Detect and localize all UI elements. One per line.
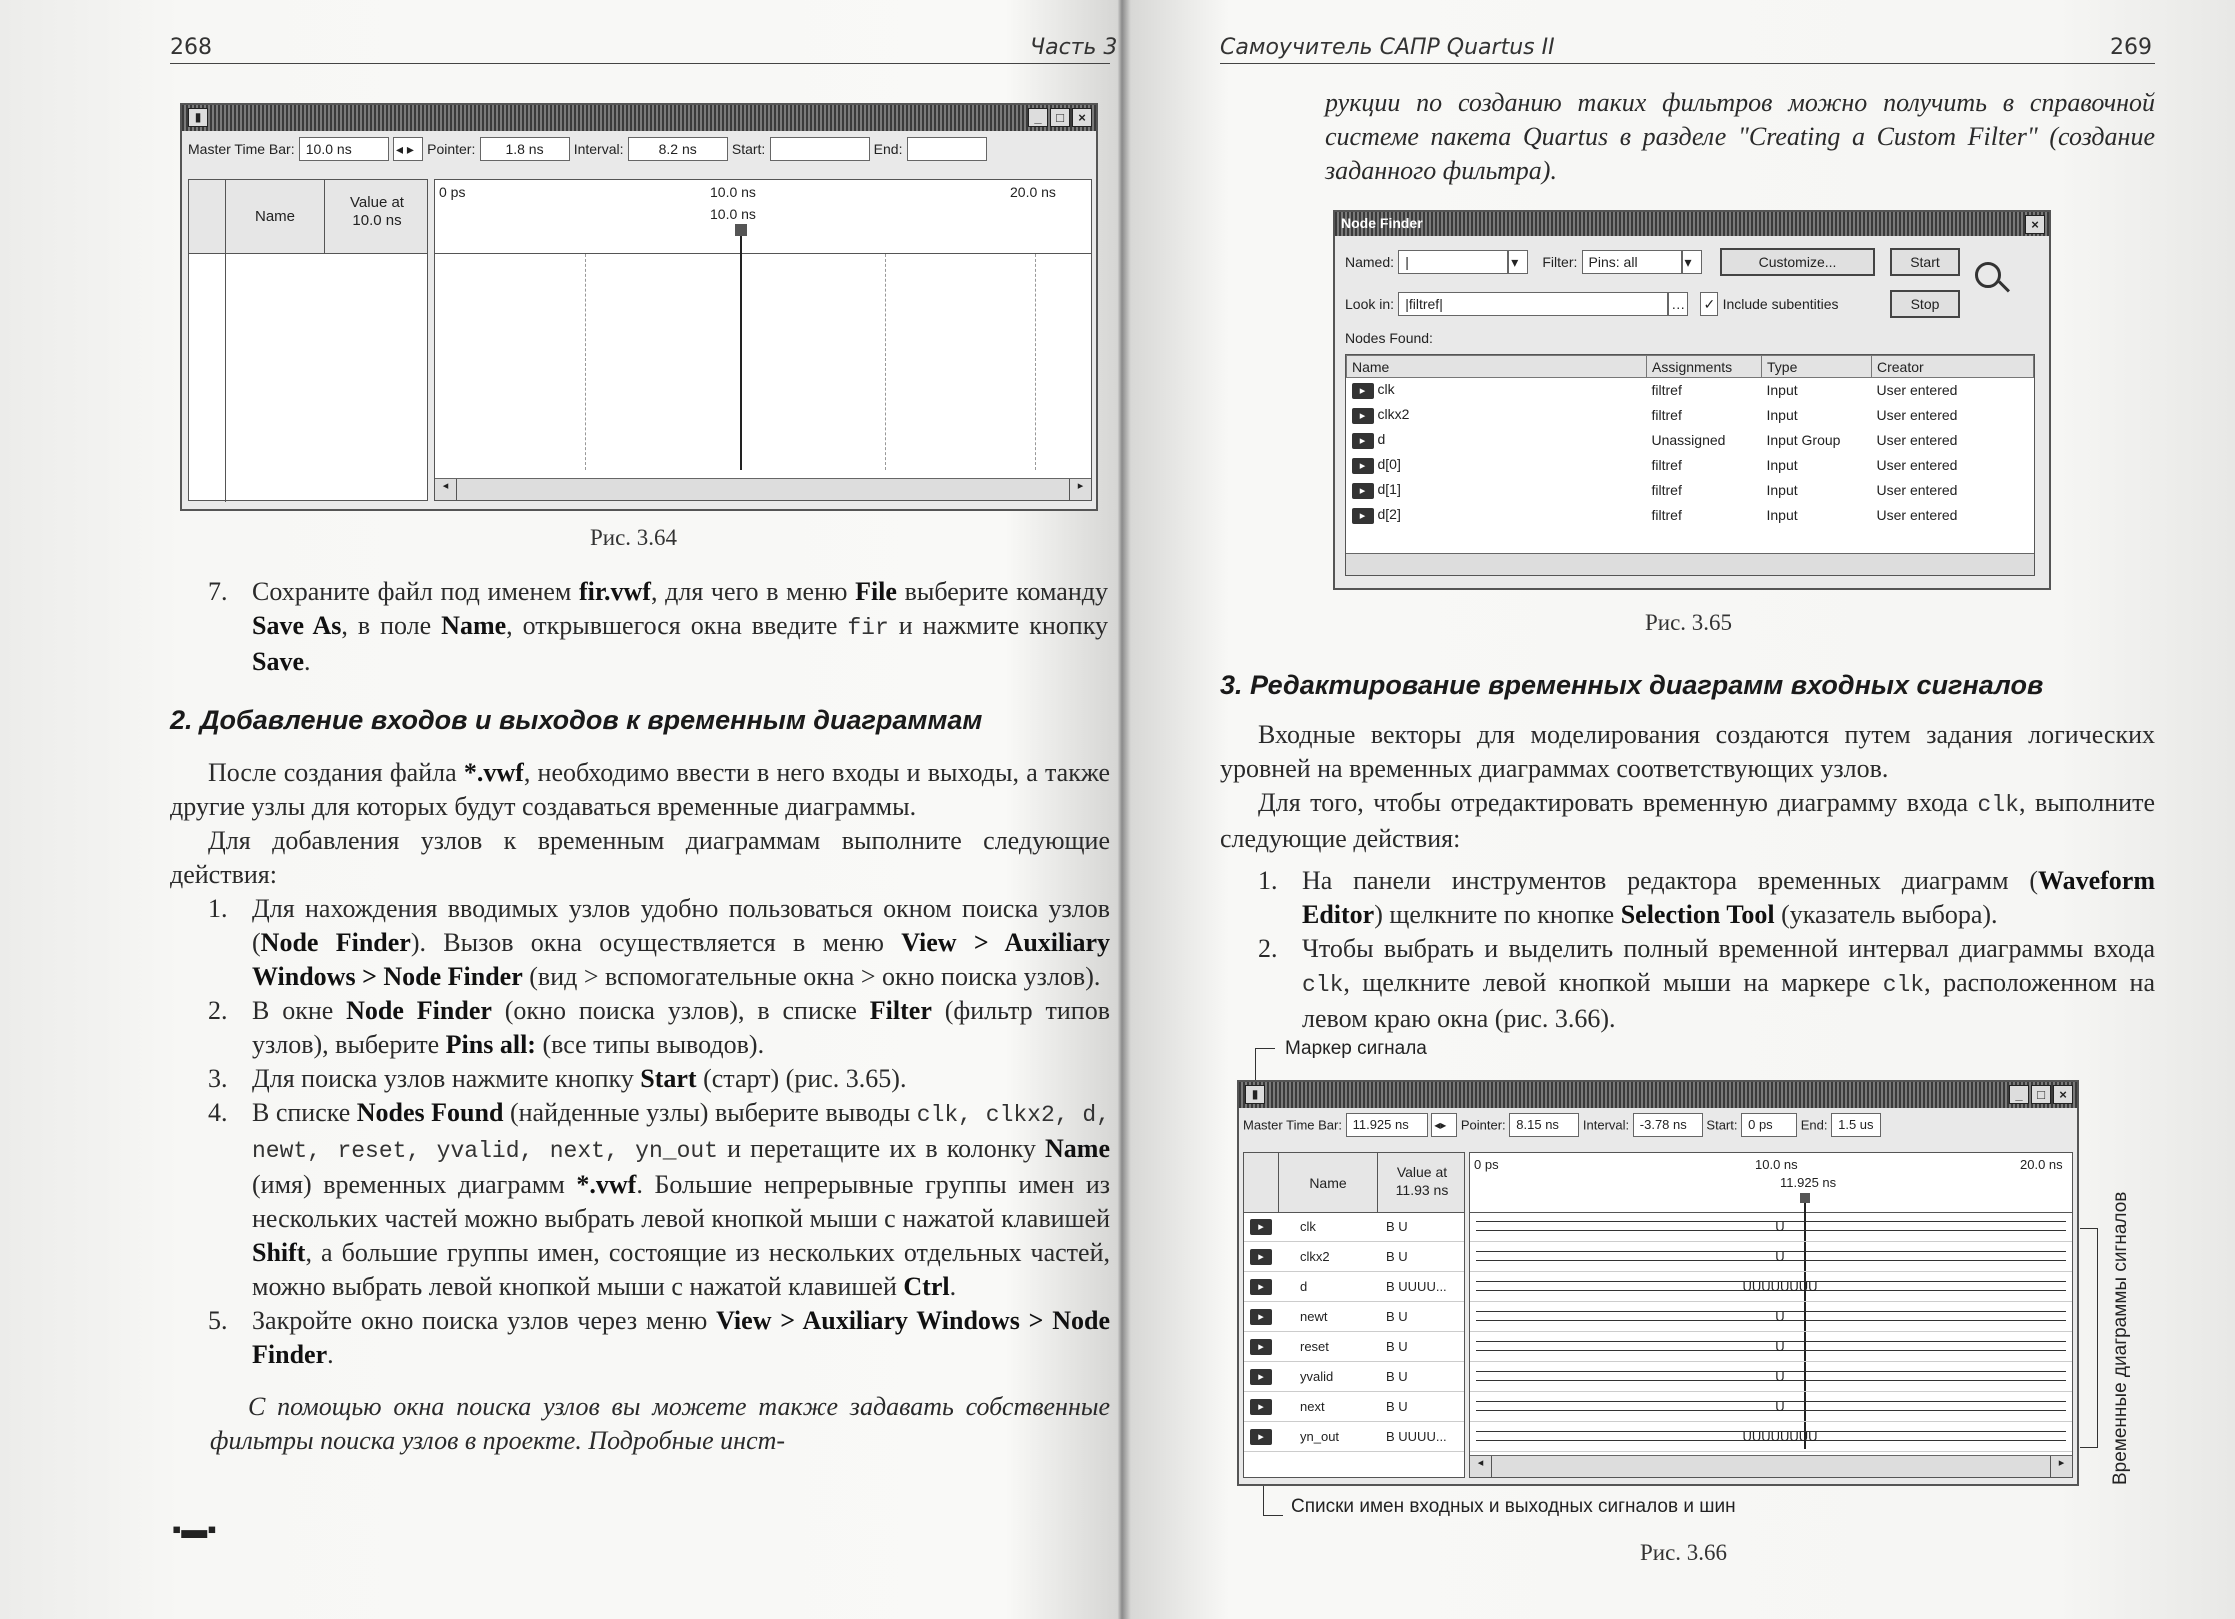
time-toolbar	[1239, 1108, 2077, 1142]
pointer-label: Pointer:	[1460, 1117, 1506, 1133]
end-field[interactable]: 1.5 us	[1831, 1113, 1881, 1137]
time-label-20: 20.0 ns	[2020, 1157, 2063, 1172]
col-header-creator[interactable]: Creator	[1872, 356, 2034, 378]
signal-marker-icon[interactable]: ▸	[1250, 1339, 1272, 1355]
start-field[interactable]	[770, 137, 870, 161]
title-bar	[1239, 1082, 2077, 1108]
step-4: 4. В списке Nodes Found (найденные узлы) выберите выводы clk, clkx2, d, newt, reset, yvalid, next, yn_out и перетащите их в колонку Name (имя) временных диаграмм *.vwf. Большие непрерывные группы имен из нескольких частей можно выбрать левой кнопкой мыши с нажатой клавишей Shift, а большие группы имен, состоящие из нескольких отдельных частей, можно выбрать левой кнопкой мыши с нажатой клавишей Ctrl.	[208, 1098, 1111, 1301]
signal-waveform[interactable]	[1470, 1333, 2072, 1362]
waveform-area	[1469, 1152, 2073, 1478]
node-creator: User entered	[1876, 482, 1958, 498]
col-header-type[interactable]: Type	[1762, 356, 1872, 378]
note-text: С помощью окна поиска узлов вы можете также задавать собственные фильтры поиска узлов в проекте. Подробные инст-	[210, 1392, 1110, 1455]
filter-select[interactable]: Pins: all	[1582, 250, 1682, 274]
customize-button[interactable]: Customize...	[1720, 248, 1875, 276]
para-2: Для того, чтобы отредактировать временную диаграмму входа clk, выполните следующие действия:	[1220, 788, 2155, 853]
pointer-field[interactable]: 8.15 ns	[1509, 1113, 1579, 1137]
node-type: Input	[1766, 407, 1798, 423]
include-subentities-checkbox[interactable]: ✓	[1700, 292, 1718, 316]
header-rule-right	[1220, 63, 2155, 64]
right-body-text	[1220, 718, 2155, 1036]
title-bar	[182, 105, 1096, 131]
signal-row[interactable]	[1244, 1303, 1464, 1332]
annotation-waves: Временные диаграммы сигналов	[2110, 1191, 2131, 1485]
look-in-input[interactable]: |filtref|	[1398, 292, 1668, 316]
waveform-value: UUUUUUUU	[1742, 1429, 1818, 1444]
signal-row[interactable]	[1244, 1333, 1464, 1362]
named-input[interactable]: |	[1398, 250, 1508, 274]
signal-name-panel	[188, 179, 428, 501]
chevron-down-icon[interactable]: ▾	[1508, 250, 1528, 274]
step-5: 5. Закройте окно поиска узлов через меню View > Auxiliary Windows > Node Finder.	[208, 1306, 1111, 1369]
input-pin-icon: ▸	[1352, 433, 1374, 449]
input-pin-icon: ▸	[1352, 408, 1374, 424]
node-type: Input Group	[1766, 432, 1841, 448]
waveform-value: U	[1775, 1309, 1785, 1324]
col-header-assignments[interactable]: Assignments	[1647, 356, 1762, 378]
node-row[interactable]	[1347, 503, 2034, 528]
signal-name: newt	[1300, 1309, 1328, 1324]
minimize-icon[interactable]: _	[2009, 1085, 2029, 1104]
signal-row[interactable]	[1244, 1363, 1464, 1392]
maximize-icon[interactable]: □	[1050, 108, 1070, 127]
marker-handle[interactable]	[1800, 1193, 1810, 1203]
stop-button[interactable]: Stop	[1890, 290, 1960, 318]
look-in-row	[1345, 292, 1839, 316]
end-label: End:	[873, 141, 903, 157]
node-name: d[0]	[1377, 456, 1401, 472]
node-assignments: filtref	[1651, 382, 1682, 399]
app-icon: ▮	[1245, 1085, 1265, 1104]
signal-name: next	[1300, 1399, 1325, 1414]
step-7: 7. Сохраните файл под именем fir.vwf, для чего в меню File выберите команду Save As, в поле Name, открывшегося окна введите fir и нажмите кнопку Save.	[208, 577, 1108, 676]
maximize-icon[interactable]: □	[2031, 1085, 2051, 1104]
input-pin-icon: ▸	[1352, 483, 1374, 499]
time-toolbar	[182, 131, 1096, 167]
step-3: 3. Для поиска узлов нажмите кнопку Start (старт) (рис. 3.65).	[208, 1064, 907, 1093]
horizontal-scrollbar[interactable]	[1346, 553, 2034, 575]
time-label-0: 0 ps	[1474, 1157, 1499, 1172]
signal-value: B U	[1386, 1249, 1408, 1264]
running-header-right: Самоучитель САПР Quartus II	[1220, 35, 1555, 60]
node-type: Input	[1766, 507, 1798, 523]
signal-waveform[interactable]	[1470, 1303, 2072, 1332]
look-in-label: Look in:	[1345, 296, 1395, 312]
node-row[interactable]	[1347, 428, 2034, 453]
signal-value: B U	[1386, 1339, 1408, 1354]
signal-name: clkx2	[1300, 1249, 1330, 1264]
step-1: 1. Для нахождения вводимых узлов удобно пользоваться окном поиска узлов (Node Finder). Вызов окна осуществляется в меню View > Auxiliary Windows > Node Finder (вид > вспомогательные окна > окно поиска узлов).	[208, 894, 1110, 991]
close-icon[interactable]: ×	[2025, 215, 2045, 234]
signal-waveform[interactable]	[1470, 1213, 2072, 1242]
waveform-area	[434, 179, 1092, 501]
figure-caption-65: Рис. 3.65	[1645, 610, 1733, 635]
waveform-value: UUUUUUUU	[1742, 1279, 1818, 1294]
input-pin-icon: ▸	[1352, 383, 1374, 399]
section-3-title: 3. Редактирование временных диаграмм входных сигналов	[1220, 670, 2044, 700]
search-icon	[1975, 262, 2001, 288]
nodes-found-label: Nodes Found:	[1345, 330, 1433, 346]
node-name: d[1]	[1377, 481, 1401, 497]
page-number-right: 269	[2110, 35, 2152, 60]
col-header-name[interactable]: Name	[1347, 356, 1647, 378]
signal-marker-icon[interactable]: ▸	[1250, 1309, 1272, 1325]
node-row[interactable]	[1347, 378, 2034, 403]
pointer-label: Pointer:	[427, 141, 476, 157]
step-1: 1. На панели инструментов редактора временных диаграмм (Waveform Editor) щелкните по кнопке Selection Tool (указатель выбора).	[1258, 866, 2155, 929]
signal-name-panel	[1243, 1152, 1465, 1478]
note-icon: ▪▬▪	[172, 1515, 217, 1544]
master-time-bar-field[interactable]: 11.925 ns	[1346, 1113, 1428, 1137]
para-1: После создания файла *.vwf, необходимо ввести в него входы и выходы, а также другие узлы для которых будут создаваться временные диаграммы.	[170, 758, 1110, 821]
time-label-10: 10.0 ns	[1755, 1157, 1798, 1172]
node-row[interactable]	[1347, 453, 2034, 478]
signal-name: clk	[1300, 1219, 1316, 1234]
signal-waveform[interactable]	[1470, 1363, 2072, 1392]
signal-marker-icon[interactable]: ▸	[1250, 1249, 1272, 1265]
master-time-line[interactable]	[740, 236, 742, 470]
start-label: Start:	[731, 141, 766, 157]
waveform-value: U	[1775, 1339, 1785, 1354]
left-body-text	[170, 756, 1110, 1458]
node-assignments: filtref	[1651, 457, 1682, 473]
steps-list	[208, 892, 1110, 1372]
signal-waveform[interactable]	[1470, 1243, 2072, 1272]
signal-marker-icon[interactable]: ▸	[1250, 1279, 1272, 1295]
figure-caption-64: Рис. 3.64	[590, 525, 678, 550]
signal-waveform[interactable]	[1470, 1423, 2072, 1452]
page-number-left: 268	[170, 35, 212, 60]
app-icon: ▮	[188, 108, 208, 127]
column-value: Value at 10.0 ns	[350, 194, 404, 229]
waveform-value: U	[1775, 1219, 1785, 1234]
named-label: Named:	[1345, 254, 1395, 270]
node-name: d	[1377, 431, 1386, 447]
close-icon[interactable]: ×	[1072, 108, 1092, 127]
node-creator: User entered	[1876, 382, 1958, 399]
column-name: Name	[1278, 1153, 1378, 1213]
signal-value: B U	[1386, 1219, 1408, 1234]
master-time-bar-field[interactable]: 10.0 ns	[299, 137, 389, 161]
right-page	[1175, 0, 2235, 1619]
horizontal-scrollbar[interactable]: ◂ ▸	[1470, 1455, 2072, 1477]
node-assignments: Unassigned	[1651, 432, 1726, 448]
signal-value: B U	[1386, 1399, 1408, 1414]
signal-marker-icon[interactable]: ▸	[1250, 1219, 1272, 1235]
node-creator: User entered	[1876, 407, 1958, 423]
waveform-window-fig66	[1237, 1080, 2079, 1486]
node-row[interactable]	[1347, 403, 2034, 428]
master-time-bar-label: Master Time Bar:	[1243, 1117, 1342, 1133]
header-rule	[170, 63, 1110, 64]
chevron-down-icon[interactable]: ▾	[1682, 250, 1702, 274]
master-marker-time: 11.925 ns	[1780, 1175, 1837, 1190]
signal-row[interactable]	[1244, 1243, 1464, 1272]
node-creator: User entered	[1876, 507, 1958, 523]
signal-name: reset	[1300, 1339, 1329, 1354]
annotation-marker: Маркер сигнала	[1285, 1038, 1427, 1059]
input-pin-icon: ▸	[1352, 458, 1374, 474]
node-creator: User entered	[1876, 432, 1958, 448]
node-finder-title: Node Finder	[1341, 215, 1423, 231]
marker-handle[interactable]	[735, 224, 747, 236]
waveform-window-fig64	[180, 103, 1098, 511]
minimize-icon[interactable]: _	[1028, 108, 1048, 127]
node-finder-window	[1333, 210, 2051, 590]
node-creator: User entered	[1876, 457, 1958, 473]
signal-value: B U	[1386, 1369, 1408, 1384]
step-2: 2. В окне Node Finder (окно поиска узлов), в списке Filter (фильтр типов узлов), выберите Pins all: (все типы выводов).	[208, 996, 1110, 1059]
signal-marker-icon[interactable]: ▸	[1250, 1429, 1272, 1445]
interval-label: Interval:	[573, 141, 624, 157]
figure-caption-66: Рис. 3.66	[1640, 1540, 1728, 1565]
para-1: Входные векторы для моделирования создаются путем задания логических уровней на временных диаграммах соответствующих узлов.	[1220, 720, 2155, 783]
node-name: clk	[1377, 381, 1395, 398]
section-2-title: 2. Добавление входов и выходов к временным диаграммам	[170, 705, 983, 735]
node-type: Input	[1766, 457, 1798, 473]
note-continuation: рукции по созданию таких фильтров можно получить в справочной системе пакета Quartus в разделе "Creating a Custom Filter" (создание заданного фильтра).	[1325, 88, 2155, 185]
signal-value: B U	[1386, 1309, 1408, 1324]
start-label: Start:	[1706, 1117, 1738, 1133]
node-finder-title-bar	[1335, 212, 2049, 236]
signal-marker-icon[interactable]: ▸	[1250, 1399, 1272, 1415]
signal-name: d	[1300, 1279, 1308, 1294]
waveform-value: U	[1775, 1399, 1785, 1414]
signal-waveform[interactable]	[1470, 1393, 2072, 1422]
nav-arrows[interactable]: ◂▸	[1431, 1113, 1457, 1137]
steps-list-right	[1258, 864, 2155, 1036]
node-name: d[2]	[1377, 506, 1401, 522]
start-button[interactable]: Start	[1890, 248, 1960, 276]
nodes-found-list	[1345, 354, 2035, 576]
time-label-0: 0 ps	[439, 184, 466, 200]
signal-waveform[interactable]	[1470, 1273, 2072, 1302]
horizontal-scrollbar[interactable]: ◂ ▸	[435, 478, 1091, 500]
nodes-table	[1346, 355, 2034, 528]
signal-value: B UUUU...	[1386, 1429, 1447, 1444]
interval-field[interactable]: -3.78 ns	[1633, 1113, 1703, 1137]
node-name: clkx2	[1377, 406, 1410, 422]
include-subentities-label: Include subentities	[1722, 296, 1839, 312]
annotation-lists: Списки имен входных и выходных сигналов и шин	[1291, 1496, 1736, 1517]
column-value: Value at 11.93 ns	[1395, 1164, 1449, 1198]
nav-arrows[interactable]: ◂ ▸	[393, 137, 423, 161]
pointer-field[interactable]: 1.8 ns	[480, 137, 570, 161]
para-2: Для добавления узлов к временным диаграммам выполните следующие действия:	[170, 826, 1110, 889]
filter-label: Filter:	[1542, 254, 1578, 270]
signal-name: yn_out	[1300, 1429, 1340, 1444]
named-row	[1345, 250, 1702, 274]
signal-row[interactable]	[1244, 1393, 1464, 1422]
signal-name: yvalid	[1300, 1369, 1334, 1384]
signal-row[interactable]	[1244, 1273, 1464, 1302]
master-time-bar-label: Master Time Bar:	[188, 141, 295, 157]
node-assignments: filtref	[1651, 482, 1682, 498]
node-assignments: filtref	[1651, 407, 1682, 423]
node-type: Input	[1766, 382, 1798, 399]
interval-field[interactable]: 8.2 ns	[628, 137, 728, 161]
signal-marker-icon[interactable]: ▸	[1250, 1369, 1272, 1385]
signal-row[interactable]	[1244, 1213, 1464, 1242]
node-row[interactable]	[1347, 478, 2034, 503]
waveform-value: U	[1775, 1369, 1785, 1384]
master-marker-time: 10.0 ns	[710, 206, 756, 222]
signal-row[interactable]	[1244, 1423, 1464, 1452]
interval-label: Interval:	[1582, 1117, 1630, 1133]
close-icon[interactable]: ×	[2053, 1085, 2073, 1104]
running-header-left: Часть 3	[1030, 35, 1118, 60]
time-label-10: 10.0 ns	[710, 184, 756, 200]
waveform-value: U	[1775, 1249, 1785, 1264]
node-assignments: filtref	[1651, 507, 1682, 523]
end-field[interactable]	[907, 137, 987, 161]
input-pin-icon: ▸	[1352, 508, 1374, 524]
end-label: End:	[1800, 1117, 1828, 1133]
time-label-20: 20.0 ns	[1010, 184, 1056, 200]
signal-value: B UUUU...	[1386, 1279, 1447, 1294]
column-name: Name	[225, 180, 325, 254]
start-field[interactable]: 0 ps	[1741, 1113, 1797, 1137]
step-2: 2. Чтобы выбрать и выделить полный временной интервал диаграммы входа clk, щелкните левой кнопкой мыши на маркере clk, расположенном на левом краю окна (рис. 3.66).	[1258, 934, 2155, 1033]
browse-icon[interactable]: …	[1668, 292, 1688, 316]
node-type: Input	[1766, 482, 1798, 498]
